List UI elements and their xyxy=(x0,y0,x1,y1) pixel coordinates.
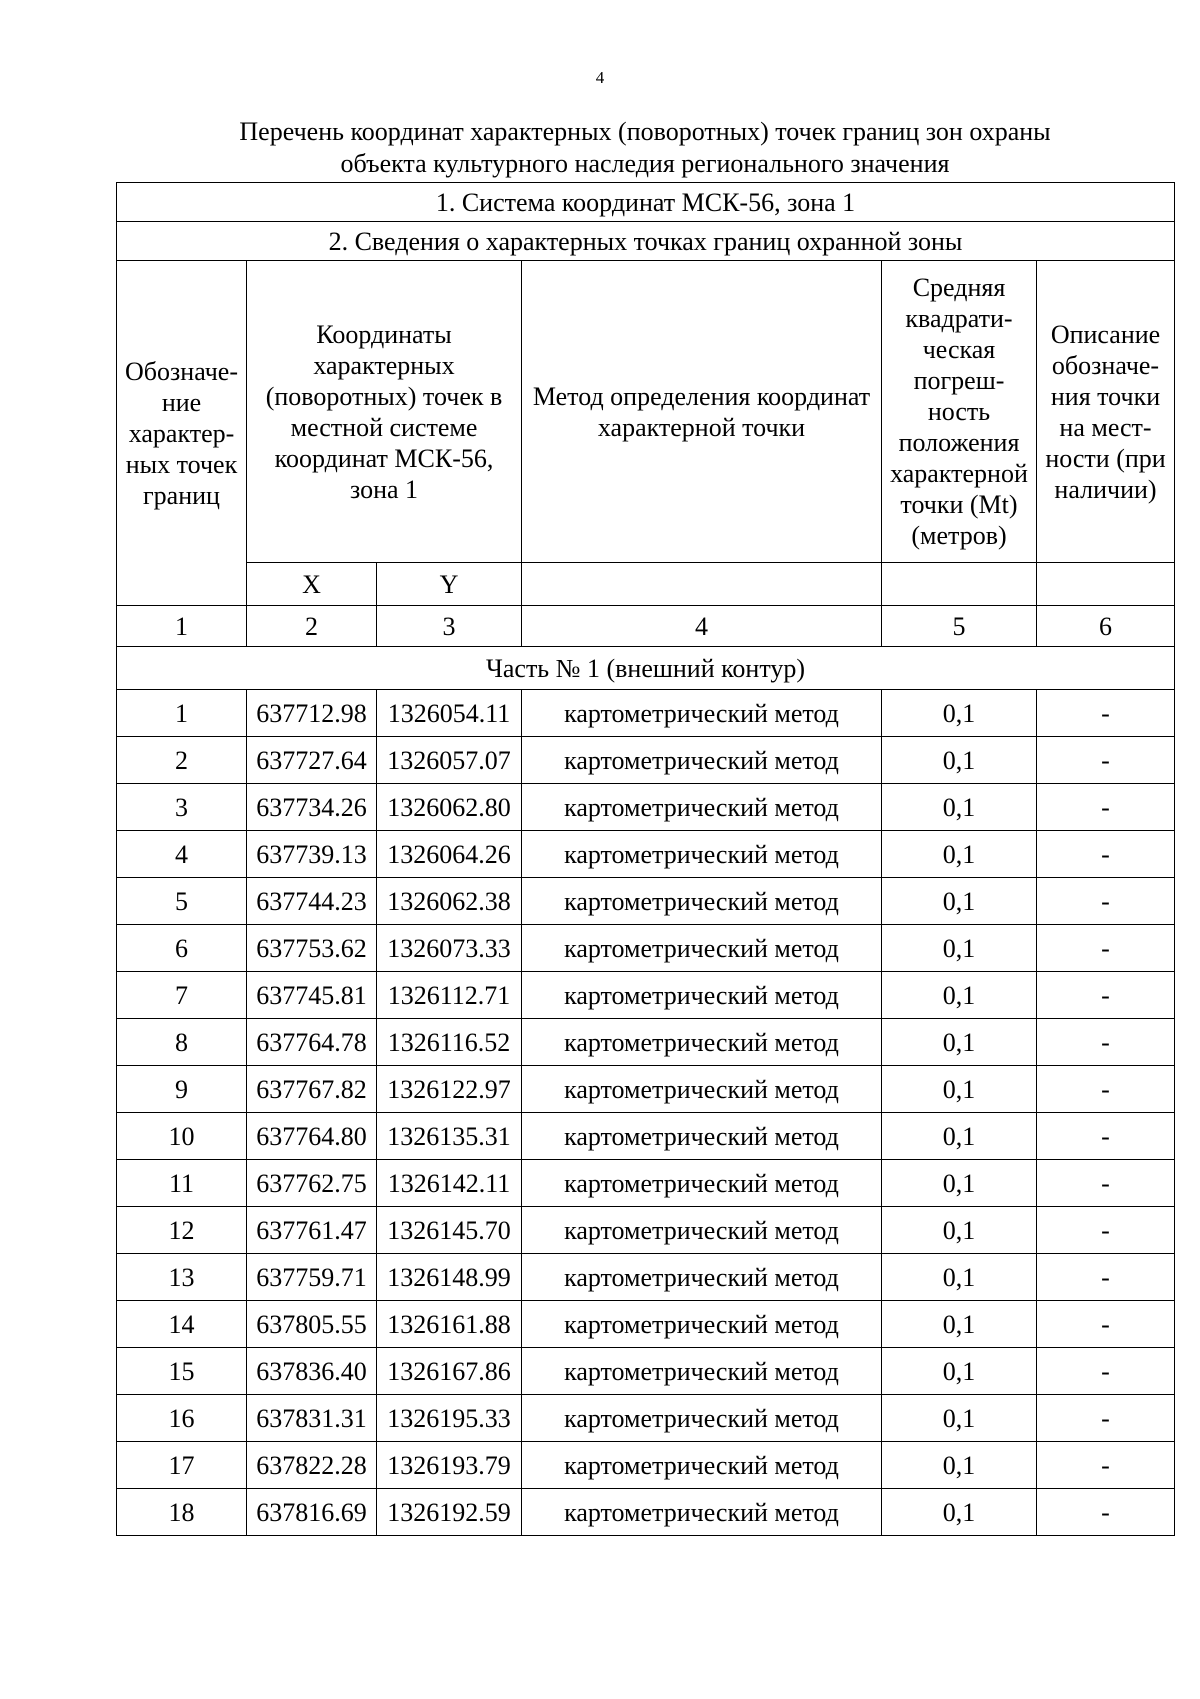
point-number: 8 xyxy=(117,1019,247,1066)
method-cell: картометрический метод xyxy=(522,1395,882,1442)
point-number: 16 xyxy=(117,1395,247,1442)
zone-info-row: 2. Сведения о характерных точках границ охранной зоны xyxy=(117,222,1175,261)
description-cell: - xyxy=(1037,925,1175,972)
description-cell: - xyxy=(1037,1348,1175,1395)
method-cell: картометрический метод xyxy=(522,972,882,1019)
method-cell: картометрический метод xyxy=(522,1019,882,1066)
coordinate-y: 1326192.59 xyxy=(377,1489,522,1536)
point-number: 9 xyxy=(117,1066,247,1113)
coordinate-y: 1326054.11 xyxy=(377,690,522,737)
coordinate-x: 637762.75 xyxy=(247,1160,377,1207)
title-line-1: Перечень координат характерных (поворотных) точек границ зон охраны xyxy=(239,117,1051,146)
table-row xyxy=(117,737,1175,784)
method-cell: картометрический метод xyxy=(522,878,882,925)
coordinate-x: 637816.69 xyxy=(247,1489,377,1536)
description-cell: - xyxy=(1037,1395,1175,1442)
coordinate-y: 1326112.71 xyxy=(377,972,522,1019)
document-title xyxy=(150,116,1140,180)
point-number: 3 xyxy=(117,784,247,831)
header-error: Средняя квадрати-ческая погреш-ность положения характерной точки (Mt) (метров) xyxy=(882,261,1037,563)
point-number: 14 xyxy=(117,1301,247,1348)
coordinate-x: 637836.40 xyxy=(247,1348,377,1395)
table-row xyxy=(117,1019,1175,1066)
method-cell: картометрический метод xyxy=(522,1066,882,1113)
header-y: Y xyxy=(377,563,522,606)
method-cell: картометрический метод xyxy=(522,784,882,831)
description-cell: - xyxy=(1037,784,1175,831)
coordinate-y: 1326057.07 xyxy=(377,737,522,784)
column-number: 5 xyxy=(882,606,1037,647)
coordinate-x: 637712.98 xyxy=(247,690,377,737)
error-value: 0,1 xyxy=(882,1207,1037,1254)
point-number: 5 xyxy=(117,878,247,925)
coordinate-y: 1326062.80 xyxy=(377,784,522,831)
method-cell: картометрический метод xyxy=(522,925,882,972)
header-method: Метод определения координат характерной точки xyxy=(522,261,882,563)
error-value: 0,1 xyxy=(882,1113,1037,1160)
method-cell: картометрический метод xyxy=(522,1301,882,1348)
coordinate-x: 637744.23 xyxy=(247,878,377,925)
error-value: 0,1 xyxy=(882,1395,1037,1442)
coordinate-y: 1326195.33 xyxy=(377,1395,522,1442)
error-value: 0,1 xyxy=(882,1442,1037,1489)
coordinate-y: 1326193.79 xyxy=(377,1442,522,1489)
title-line-2: объекта культурного наследия регионального значения xyxy=(340,149,950,178)
page-number: 4 xyxy=(595,68,605,87)
column-number: 1 xyxy=(117,606,247,647)
coordinate-system-row: 1. Система координат МСК-56, зона 1 xyxy=(117,183,1175,222)
error-value: 0,1 xyxy=(882,1489,1037,1536)
coordinate-x: 637822.28 xyxy=(247,1442,377,1489)
point-number: 18 xyxy=(117,1489,247,1536)
coordinate-x: 637767.82 xyxy=(247,1066,377,1113)
description-cell: - xyxy=(1037,690,1175,737)
table-row xyxy=(117,1489,1175,1536)
error-value: 0,1 xyxy=(882,1019,1037,1066)
description-cell: - xyxy=(1037,972,1175,1019)
table-row xyxy=(117,1254,1175,1301)
table-row xyxy=(117,1066,1175,1113)
method-cell: картометрический метод xyxy=(522,1207,882,1254)
error-value: 0,1 xyxy=(882,831,1037,878)
table-row xyxy=(117,972,1175,1019)
table-row xyxy=(117,878,1175,925)
part-label: Часть № 1 (внешний контур) xyxy=(117,647,1175,690)
coordinate-x: 637727.64 xyxy=(247,737,377,784)
coordinate-y: 1326142.11 xyxy=(377,1160,522,1207)
method-cell: картометрический метод xyxy=(522,1254,882,1301)
header-description-blank xyxy=(1037,563,1175,606)
header-x: X xyxy=(247,563,377,606)
coordinate-x: 637764.78 xyxy=(247,1019,377,1066)
header-coordinates: Координаты характерных (поворотных) точек в местной системе координат МСК-56, зона 1 xyxy=(247,261,522,563)
coordinate-y: 1326116.52 xyxy=(377,1019,522,1066)
table-row xyxy=(117,1207,1175,1254)
table-row xyxy=(117,784,1175,831)
coordinate-y: 1326064.26 xyxy=(377,831,522,878)
point-number: 13 xyxy=(117,1254,247,1301)
error-value: 0,1 xyxy=(882,925,1037,972)
coordinate-y: 1326135.31 xyxy=(377,1113,522,1160)
error-value: 0,1 xyxy=(882,972,1037,1019)
coordinate-y: 1326161.88 xyxy=(377,1301,522,1348)
table-row xyxy=(117,831,1175,878)
point-number: 10 xyxy=(117,1113,247,1160)
point-number: 7 xyxy=(117,972,247,1019)
point-number: 6 xyxy=(117,925,247,972)
point-number: 12 xyxy=(117,1207,247,1254)
description-cell: - xyxy=(1037,1442,1175,1489)
description-cell: - xyxy=(1037,1019,1175,1066)
error-value: 0,1 xyxy=(882,1348,1037,1395)
table-row xyxy=(117,1301,1175,1348)
method-cell: картометрический метод xyxy=(522,1113,882,1160)
method-cell: картометрический метод xyxy=(522,690,882,737)
table-row xyxy=(117,1113,1175,1160)
coordinate-x: 637764.80 xyxy=(247,1113,377,1160)
description-cell: - xyxy=(1037,737,1175,784)
point-number: 15 xyxy=(117,1348,247,1395)
table-row xyxy=(117,1160,1175,1207)
coordinate-x: 637761.47 xyxy=(247,1207,377,1254)
error-value: 0,1 xyxy=(882,737,1037,784)
column-number: 6 xyxy=(1037,606,1175,647)
error-value: 0,1 xyxy=(882,878,1037,925)
method-cell: картометрический метод xyxy=(522,1489,882,1536)
point-number: 2 xyxy=(117,737,247,784)
description-cell: - xyxy=(1037,878,1175,925)
error-value: 0,1 xyxy=(882,1301,1037,1348)
header-designation: Обозначе-ние характер-ных точек границ xyxy=(117,261,247,606)
point-number: 4 xyxy=(117,831,247,878)
header-error-blank xyxy=(882,563,1037,606)
table-row xyxy=(117,1348,1175,1395)
column-number: 3 xyxy=(377,606,522,647)
method-cell: картометрический метод xyxy=(522,1442,882,1489)
description-cell: - xyxy=(1037,1066,1175,1113)
method-cell: картометрический метод xyxy=(522,831,882,878)
coordinate-x: 637734.26 xyxy=(247,784,377,831)
description-cell: - xyxy=(1037,1113,1175,1160)
error-value: 0,1 xyxy=(882,1160,1037,1207)
coordinate-x: 637745.81 xyxy=(247,972,377,1019)
method-cell: картометрический метод xyxy=(522,737,882,784)
description-cell: - xyxy=(1037,1160,1175,1207)
error-value: 0,1 xyxy=(882,690,1037,737)
description-cell: - xyxy=(1037,831,1175,878)
header-description: Описание обозначе-ния точки на мест-ности (при наличии) xyxy=(1037,261,1175,563)
error-value: 0,1 xyxy=(882,784,1037,831)
coordinate-x: 637753.62 xyxy=(247,925,377,972)
method-cell: картометрический метод xyxy=(522,1348,882,1395)
coordinate-x: 637739.13 xyxy=(247,831,377,878)
column-number: 4 xyxy=(522,606,882,647)
table-row xyxy=(117,690,1175,737)
coordinate-x: 637805.55 xyxy=(247,1301,377,1348)
coordinates-table xyxy=(116,182,1175,1536)
coordinate-y: 1326145.70 xyxy=(377,1207,522,1254)
coordinate-y: 1326167.86 xyxy=(377,1348,522,1395)
header-method-blank xyxy=(522,563,882,606)
coordinate-x: 637831.31 xyxy=(247,1395,377,1442)
method-cell: картометрический метод xyxy=(522,1160,882,1207)
coordinate-y: 1326073.33 xyxy=(377,925,522,972)
coordinate-y: 1326148.99 xyxy=(377,1254,522,1301)
coordinate-x: 637759.71 xyxy=(247,1254,377,1301)
description-cell: - xyxy=(1037,1489,1175,1536)
table-row xyxy=(117,925,1175,972)
error-value: 0,1 xyxy=(882,1066,1037,1113)
table-row xyxy=(117,1395,1175,1442)
description-cell: - xyxy=(1037,1301,1175,1348)
coordinate-y: 1326062.38 xyxy=(377,878,522,925)
column-number: 2 xyxy=(247,606,377,647)
point-number: 17 xyxy=(117,1442,247,1489)
table-row xyxy=(117,1442,1175,1489)
description-cell: - xyxy=(1037,1207,1175,1254)
point-number: 1 xyxy=(117,690,247,737)
point-number: 11 xyxy=(117,1160,247,1207)
description-cell: - xyxy=(1037,1254,1175,1301)
coordinate-y: 1326122.97 xyxy=(377,1066,522,1113)
error-value: 0,1 xyxy=(882,1254,1037,1301)
